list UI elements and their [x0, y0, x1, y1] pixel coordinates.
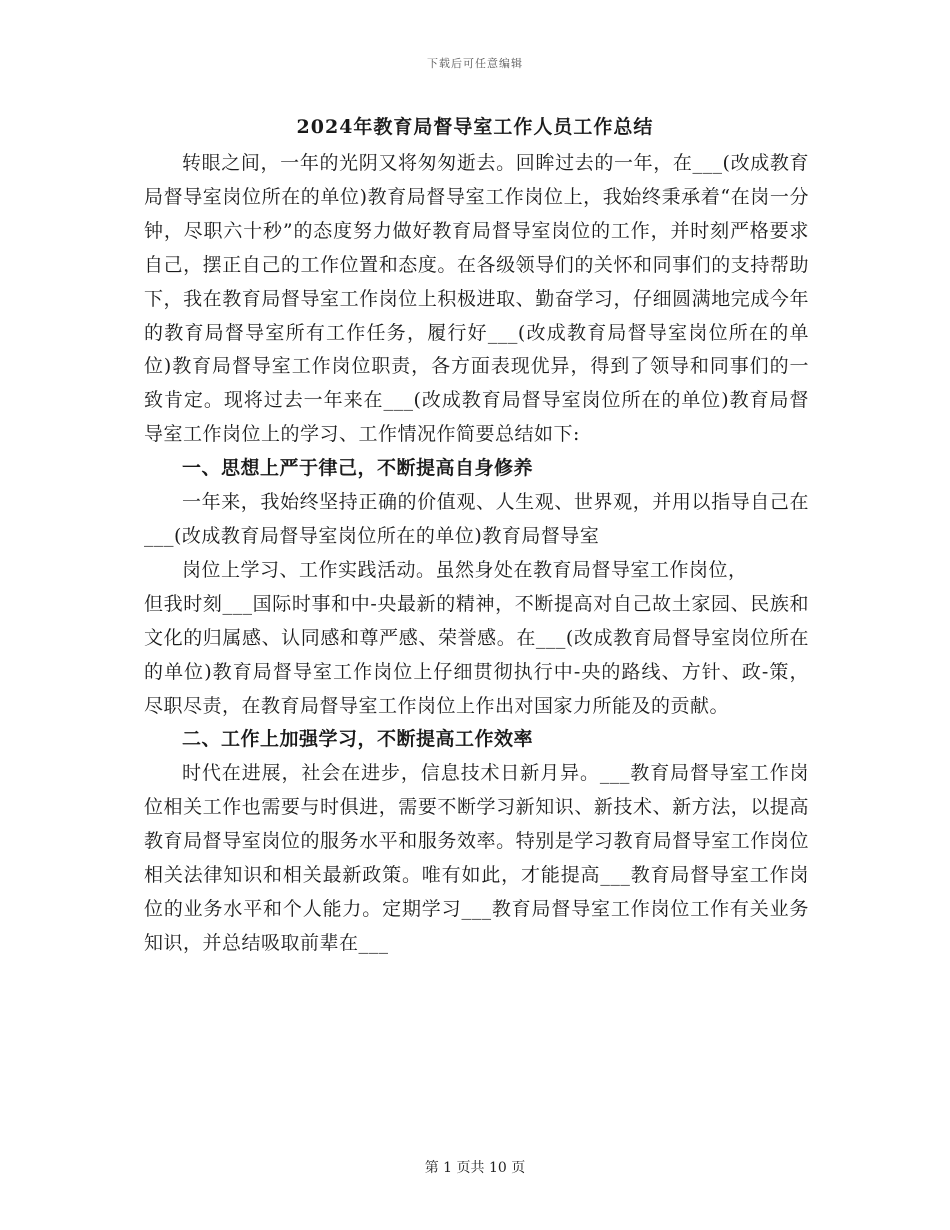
header-note: 下载后可任意编辑 [427, 57, 523, 70]
paragraph-section-2: 时代在进展，社会在进步，信息技术日新月异。___教育局督导室工作岗位相关工作也需要与时俱进，需要不断学习新知识、新技术、新方法，以提高教育局督导室岗位的服务水平和服务效率。特别是学习教育局督导室工作岗位相关法律知识和相关最新政策。唯有如此，才能提高___教育局督导室工作岗位的业务水平和个人能力。定期学习___教育局督导室工作岗位工作有关业务知识，并总结吸取前辈在___ [144, 762, 809, 954]
section-heading-2: 二、工作上加强学习，不断提高工作效率 [182, 728, 534, 751]
section-heading-1: 一、思想上严于律己，不断提高自身修养 [182, 457, 534, 480]
paragraph-section-1-b: 但我时刻___国际时事和中-央最新的精神，不断提高对自己故土家园、民族和文化的归属感、认同感和尊严感、荣誉感。在___(改成教育局督导室岗位所在的单位)教育局督导室工作岗位上仔细贯彻执行中-央的路线、方针、政-策，尽职尽责，在教育局督导室工作岗位上作出对国家力所能及的贡献。 [144, 592, 809, 717]
paragraph-intro: 转眼之间，一年的光阴又将匆匆逝去。回眸过去的一年，在___(改成教育局督导室岗位所在的单位)教育局督导室工作岗位上，我始终秉承着“在岗一分钟，尽职六十秒”的态度努力做好教育局督导室岗位的工作，并时刻严格要求自己，摆正自己的工作位置和态度。在各级领导们的关怀和同事们的支持帮助下，我在教育局督导室工作岗位上积极进取、勤奋学习，仔细圆满地完成今年的教育局督导室所有工作任务，履行好___(改成教育局督导室岗位所在的单位)教育局督导室工作岗位职责，各方面表现优异，得到了领导和同事们的一致肯定。现将过去一年来在___(改成教育局督导室岗位所在的单位)教育局督导室工作岗位上的学习、工作情况作简要总结如下: [144, 152, 809, 446]
paragraph-section-1-b-first-line: 岗位上学习、工作实践活动。虽然身处在教育局督导室工作岗位， [182, 558, 748, 581]
page-number-footer: 第 1 页共 10 页 [424, 1160, 526, 1176]
document-body [144, 147, 809, 961]
paragraph-section-1-a: 一年来，我始终坚持正确的价值观、人生观、世界观，并用以指导自己在___(改成教育局督导室岗位所在的单位)教育局督导室 [144, 491, 809, 547]
document-title: 2024年教育局督导室工作人员工作总结 [296, 116, 654, 138]
